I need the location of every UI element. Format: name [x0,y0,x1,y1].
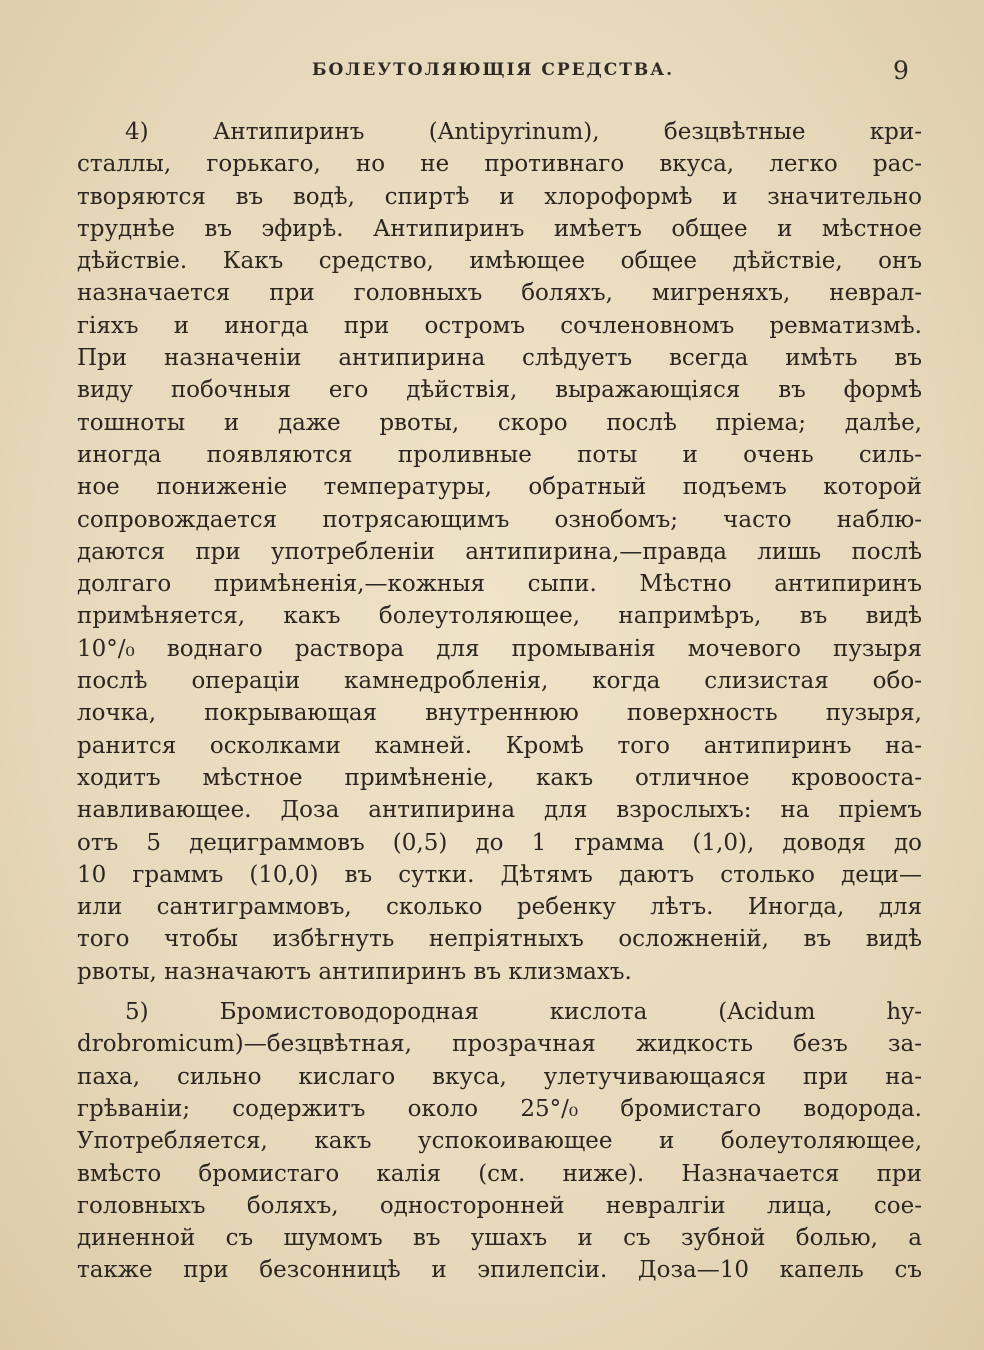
text-line: головныхъ боляхъ, односторонней невралгіи лица, сое- [77,1192,922,1219]
text-line: сопровождается потрясающимъ ознобомъ; часто наблю- [77,506,922,533]
text-line: вмѣсто бромистаго калія (см. ниже). Назначается при [77,1160,922,1187]
text-line: или сантиграммовъ, сколько ребенку лѣтъ. Иногда, для [77,894,922,921]
text-line: При назначеніи антипирина слѣдуетъ всегда имѣть въ [77,345,922,372]
text-line: Употребляется, какъ успокоивающее и болеутоляющее, [77,1128,922,1155]
text-line: грѣваніи; содержитъ около 25°/₀ бромистаго водорода. [77,1095,922,1122]
text-line: отъ 5 дециграммовъ (0,5) до 1 грамма (1,0), доводя до [77,829,922,856]
text-line: творяются въ водѣ, спиртѣ и хлороформѣ и значительно [77,183,922,210]
text-line: 4) Антипиринъ (Antipyrinum), безцвѣтные кри- [125,119,922,145]
text-line: ное пониженіе температуры, обратный подъемъ которой [77,474,922,501]
text-line: назначается при головныхъ боляхъ, мигреняхъ, неврал- [77,280,922,307]
text-line: лочка, покрывающая внутреннюю поверхность пузыря, [77,700,922,727]
text-line: drobromicum)—безцвѣтная, прозрачная жидкость безъ за- [77,1031,922,1058]
text-line: навливающее. Доза антипирина для взрослыхъ: на пріемъ [77,797,922,824]
text-line: ранится осколками камней. Кромѣ того антипиринъ на- [77,732,922,759]
text-line: сталлы, горькаго, но не противнаго вкуса, легко рас- [77,151,922,178]
text-line: гіяхъ и иногда при остромъ сочленовномъ ревматизмѣ. [77,312,922,339]
text-line: примѣняется, какъ болеутоляющее, напримѣръ, въ видѣ [77,603,922,630]
text-line: даются при употребленіи антипирина,—правда лишь послѣ [77,538,922,565]
text-line: труднѣе въ эфирѣ. Антипиринъ имѣетъ общее и мѣстное [77,215,922,242]
paragraph-gap [77,988,922,996]
text-line: виду побочныя его дѣйствія, выражающіяся въ формѣ [77,377,922,404]
text-line: ходитъ мѣстное примѣненіе, какъ отличное кровооста- [77,764,922,791]
text-line: дѣйствіе. Какъ средство, имѣющее общее дѣйствіе, онъ [77,248,922,275]
text-line: диненной съ шумомъ въ ушахъ и съ зубной болью, а [77,1225,922,1252]
text-line: тошноты и даже рвоты, скоро послѣ пріема; далѣе, [77,409,922,436]
body-text [77,116,922,1287]
text-line: долгаго примѣненія,—кожныя сыпи. Мѣстно антипиринъ [77,571,922,598]
paragraph-hydrobromic-acid [77,996,922,1287]
running-head: БОЛЕУТОЛЯЮЩІЯ СРЕДСТВА. [312,60,675,80]
text-line: 10°/₀ воднаго раствора для промыванія мочевого пузыря [77,635,922,662]
text-line: послѣ операціи камнедробленія, когда слизистая обо- [77,668,922,695]
text-line: рвоты, назначаютъ антипиринъ въ клизмахъ. [77,958,632,985]
page-number: 9 [893,56,909,85]
text-line: 10 граммъ (10,0) въ сутки. Дѣтямъ даютъ столько деци— [77,861,922,888]
text-line: также при безсонницѣ и эпилепсіи. Доза—10 капель съ [77,1257,922,1284]
page-header [0,56,984,86]
text-line: того чтобы избѣгнуть непріятныхъ осложненій, въ видѣ [77,926,922,953]
text-line: 5) Бромистоводородная кислота (Acidum hy- [125,999,922,1026]
text-line: паха, сильно кислаго вкуса, улетучивающаяся при на- [77,1063,922,1090]
text-line: иногда появляются проливные поты и очень силь- [77,441,922,468]
paragraph-antipyrin [77,116,922,988]
